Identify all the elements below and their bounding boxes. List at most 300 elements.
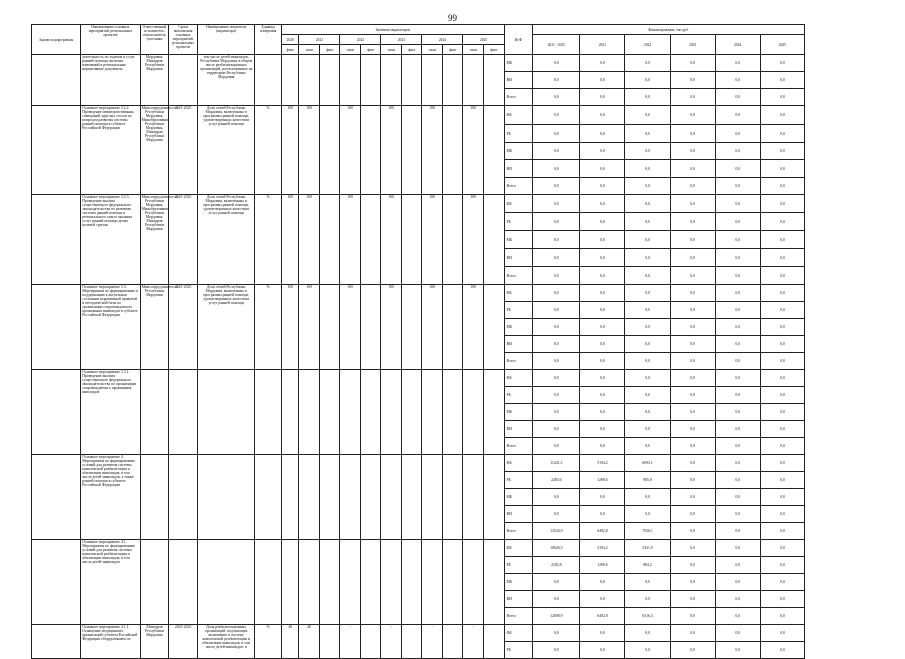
financing-value-cell: 1298,6 (580, 557, 625, 574)
table-header (32, 25, 805, 55)
year-2022: 2022 (340, 35, 381, 45)
financing-value-cell: 0,0 (580, 231, 625, 249)
financing-value-cell: 0,0 (625, 591, 670, 608)
indicator-value-cell (442, 370, 463, 455)
financing-value-cell: 0,0 (533, 285, 580, 302)
source-cell: МБ (504, 319, 533, 336)
measure-cell: Основное мероприятие 4. Мероприятия по формированию условий для развития системы комплексной реабилитации и абилитации инвалидов, в том числе детей-инвалидов, а также ранней помощи в субъекте Российской Федерации (81, 455, 140, 540)
table-row (32, 625, 805, 642)
financing-value-cell: 0,0 (580, 370, 625, 387)
source-cell: ВИ (504, 72, 533, 89)
financing-value-cell: 884,2 (625, 557, 670, 574)
indicator-value-cell (319, 540, 340, 625)
indicator-value-cell (340, 455, 361, 540)
financing-value-cell: 985,0 (625, 472, 670, 489)
indicator-value-cell (319, 455, 340, 540)
financing-value-cell: 0,0 (760, 89, 804, 106)
indicator-value-cell (360, 55, 381, 106)
financing-value-cell: 0,0 (533, 489, 580, 506)
financing-value-cell: 0,0 (670, 143, 715, 160)
task-cell (32, 195, 81, 285)
financing-value-cell: 0,0 (715, 353, 760, 370)
financing-value-cell: 0,0 (580, 285, 625, 302)
financing-value-cell: 0,0 (670, 178, 715, 195)
indicator-value-cell: 40 (282, 625, 299, 659)
financing-value-cell: 0,0 (760, 249, 804, 267)
financing-value-cell: 0,0 (760, 642, 804, 659)
source-cell: ФБ (504, 195, 533, 213)
responsible-cell (140, 455, 169, 540)
financing-value-cell: 0,0 (760, 302, 804, 319)
financing-value-cell: 0,0 (580, 213, 625, 231)
task-cell (32, 540, 81, 625)
financing-value-cell: 0,0 (670, 353, 715, 370)
financing-value-cell: 0,0 (670, 249, 715, 267)
fact-2024: факт (442, 45, 463, 55)
indicator-value-cell (442, 106, 463, 195)
table-row (32, 540, 805, 557)
financing-value-cell: 0,0 (670, 267, 715, 285)
financing-value-cell: 0,0 (760, 370, 804, 387)
financing-value-cell: 0,0 (625, 370, 670, 387)
financing-value-cell: 0,0 (533, 387, 580, 404)
financing-value-cell: 6316,3 (625, 608, 670, 625)
fin-col-2022: 2022 (625, 35, 670, 55)
financing-value-cell: 0,0 (670, 89, 715, 106)
financing-value-cell: 0,0 (715, 302, 760, 319)
financing-value-cell: 0,0 (625, 506, 670, 523)
financing-value-cell: 0,0 (715, 143, 760, 160)
financing-value-cell: 0,0 (760, 160, 804, 178)
deadline-cell: 2021-2025 (169, 625, 198, 659)
task-cell (32, 625, 81, 659)
indicator-value-cell (401, 370, 422, 455)
indicator-value-cell (422, 55, 443, 106)
indicator-value-cell (442, 625, 463, 659)
financing-value-cell: 0,0 (580, 336, 625, 353)
indicator-value-cell (360, 625, 381, 659)
financing-value-cell: 0,0 (580, 267, 625, 285)
financing-value-cell: 0,0 (533, 336, 580, 353)
financing-value-cell: 0,0 (670, 213, 715, 231)
indicator-value-cell (360, 540, 381, 625)
indicator-value-cell (282, 455, 299, 540)
indicator-value-cell: 100 (282, 285, 299, 370)
financing-value-cell: 0,0 (533, 89, 580, 106)
indicator-value-cell: 100 (282, 106, 299, 195)
source-cell: РБ (504, 125, 533, 143)
financing-value-cell: 0,0 (625, 421, 670, 438)
financing-value-cell: 0,0 (533, 160, 580, 178)
indicator-value-cell: 100 (282, 195, 299, 285)
financing-value-cell: 0,0 (533, 642, 580, 659)
financing-value-cell: 0,0 (715, 489, 760, 506)
financing-value-cell: 5194,2 (580, 455, 625, 472)
unit-cell: % (255, 285, 282, 370)
indicator-value-cell (401, 106, 422, 195)
source-cell: Всего (504, 353, 533, 370)
financing-value-cell: 0,0 (625, 625, 670, 642)
financing-value-cell: 0,0 (625, 574, 670, 591)
indicator-value-cell (340, 540, 361, 625)
source-cell: РБ (504, 387, 533, 404)
source-cell: РБ (504, 472, 533, 489)
indicator-value-cell (299, 55, 320, 106)
financing-value-cell: 6093,1 (625, 455, 670, 472)
financing-value-cell: 11241,3 (533, 455, 580, 472)
source-cell: Всего (504, 608, 533, 625)
financing-value-cell: 0,0 (580, 642, 625, 659)
financing-value-cell: 0,0 (580, 353, 625, 370)
financing-value-cell: 0,0 (715, 213, 760, 231)
financing-value-cell: 0,0 (670, 591, 715, 608)
financing-value-cell: 0,0 (760, 143, 804, 160)
subprogram-table (31, 24, 805, 659)
source-cell: МБ (504, 55, 533, 72)
financing-value-cell: 0,0 (670, 55, 715, 72)
financing-value-cell: 0,0 (715, 249, 760, 267)
source-cell: ВИ (504, 591, 533, 608)
financing-value-cell: 0,0 (580, 489, 625, 506)
financing-value-cell: 0,0 (625, 336, 670, 353)
indicator-value-cell (319, 370, 340, 455)
financing-value-cell: 2283,6 (533, 472, 580, 489)
responsible-cell: Минсоцтрудзанятости Республики Мордовия (140, 285, 169, 370)
unit-cell: % (255, 106, 282, 195)
indicator-value-cell (463, 540, 484, 625)
financing-value-cell: 0,0 (670, 506, 715, 523)
financing-value-cell: 0,0 (625, 489, 670, 506)
source-cell: Всего (504, 438, 533, 455)
financing-value-cell: 0,0 (625, 302, 670, 319)
financing-value-cell: 0,0 (580, 591, 625, 608)
table-row (32, 106, 805, 125)
indicator-value-cell: - (381, 625, 402, 659)
indicator-value-cell: 100 (463, 195, 484, 285)
financing-value-cell: 0,0 (670, 472, 715, 489)
table-row (32, 195, 805, 213)
financing-value-cell: 0,0 (533, 625, 580, 642)
financing-value-cell: 0,0 (533, 231, 580, 249)
financing-value-cell: 0,0 (760, 72, 804, 89)
table-body (32, 55, 805, 659)
financing-value-cell: 0,0 (715, 591, 760, 608)
financing-value-cell: 0,0 (715, 625, 760, 642)
task-cell (32, 285, 81, 370)
plan-2024: план (422, 45, 443, 55)
indicator-value-cell (319, 106, 340, 195)
indicator-value-cell: 100 (463, 106, 484, 195)
indicator-value-cell (483, 55, 504, 106)
source-cell: ВИ (504, 336, 533, 353)
financing-value-cell: 0,0 (715, 540, 760, 557)
deadline-cell: 2021-2025 (169, 195, 198, 285)
source-cell: МБ (504, 143, 533, 160)
financing-value-cell: 1298,6 (580, 472, 625, 489)
indicator-value-cell (483, 106, 504, 195)
financing-value-cell: 0,0 (715, 608, 760, 625)
indicator-value-cell (483, 285, 504, 370)
financing-value-cell: 0,0 (580, 89, 625, 106)
financing-value-cell: 0,0 (625, 249, 670, 267)
financing-value-cell: 0,0 (625, 213, 670, 231)
indicator-value-cell (442, 195, 463, 285)
year-2020: 2020 (282, 35, 299, 45)
financing-value-cell: 0,0 (715, 421, 760, 438)
financing-value-cell: 5194,2 (580, 540, 625, 557)
financing-value-cell: 0,0 (760, 506, 804, 523)
financing-value-cell: 0,0 (715, 370, 760, 387)
financing-value-cell: 0,0 (625, 231, 670, 249)
indicator-value-cell: 100 (381, 195, 402, 285)
year-2023: 2023 (381, 35, 422, 45)
financing-value-cell: 0,0 (670, 370, 715, 387)
indicator-value-cell (319, 55, 340, 106)
financing-value-cell: 0,0 (580, 387, 625, 404)
source-cell: ФБ (504, 106, 533, 125)
indicator-value-cell (340, 370, 361, 455)
table-row (32, 55, 805, 72)
task-cell (32, 106, 81, 195)
financing-value-cell: 0,0 (715, 574, 760, 591)
indicator-value-cell (463, 370, 484, 455)
financing-value-cell: 0,0 (715, 336, 760, 353)
financing-value-cell: 0,0 (533, 574, 580, 591)
unit-cell (255, 55, 282, 106)
source-cell: Всего (504, 178, 533, 195)
financing-value-cell: 0,0 (760, 557, 804, 574)
financing-value-cell: 0,0 (625, 319, 670, 336)
financing-value-cell: 0,0 (625, 143, 670, 160)
financing-value-cell: 0,0 (715, 455, 760, 472)
financing-value-cell: 0,0 (715, 89, 760, 106)
source-cell: ФБ (504, 455, 533, 472)
financing-value-cell: 0,0 (625, 642, 670, 659)
financing-value-cell: 0,0 (715, 438, 760, 455)
financing-value-cell: 0,0 (715, 285, 760, 302)
indicator-value-cell (282, 540, 299, 625)
financing-value-cell: 0,0 (670, 195, 715, 213)
financing-value-cell: 0,0 (533, 249, 580, 267)
source-cell: МБ (504, 489, 533, 506)
financing-value-cell: 0,0 (625, 178, 670, 195)
financing-value-cell: 0,0 (760, 213, 804, 231)
indicator-value-cell (463, 55, 484, 106)
task-cell (32, 370, 81, 455)
financing-value-cell: 0,0 (715, 178, 760, 195)
financing-value-cell: 0,0 (625, 89, 670, 106)
financing-value-cell: 0,0 (760, 55, 804, 72)
financing-value-cell: 0,0 (715, 642, 760, 659)
fin-col-2024: 2024 (715, 35, 760, 55)
col-source: ИсФ (504, 25, 533, 55)
measure-cell: Основное мероприятие 3.2.3. Проведение анализа существующего федерального законодательства по развитию системы ранней помощи и регионального опыта оказания услуг ранней помощи детям целевой группы (81, 195, 140, 285)
financing-value-cell: 0,0 (670, 421, 715, 438)
measure-cell: Основное мероприятие 4.1.1. Оснащение медицинских организаций субъекта Российской Федерации оборудованием по (81, 625, 140, 659)
financing-value-cell: 0,0 (715, 319, 760, 336)
financing-value-cell: 0,0 (580, 625, 625, 642)
financing-value-cell: 0,0 (625, 106, 670, 125)
financing-value-cell: 0,0 (760, 285, 804, 302)
financing-value-cell: 0,0 (760, 455, 804, 472)
financing-value-cell: 0,0 (670, 160, 715, 178)
fact-2021: факт (319, 45, 340, 55)
financing-value-cell: 0,0 (580, 72, 625, 89)
financing-value-cell: 0,0 (715, 523, 760, 540)
financing-value-cell: 0,0 (760, 625, 804, 642)
indicator-value-cell (360, 195, 381, 285)
financing-value-cell: 0,0 (760, 438, 804, 455)
indicator-cell (198, 455, 255, 540)
financing-value-cell: 0,0 (625, 125, 670, 143)
indicator-value-cell (282, 55, 299, 106)
indicator-value-cell (401, 195, 422, 285)
financing-value-cell: 0,0 (580, 125, 625, 143)
responsible-cell: Минсоцтрудзанятости Республики Мордовия, Минобразование Республики Мордовия, Минздрав Республики Мордовия (140, 106, 169, 195)
financing-value-cell: 0,0 (715, 160, 760, 178)
financing-value-cell: 0,0 (760, 231, 804, 249)
financing-value-cell: 0,0 (533, 506, 580, 523)
financing-value-cell: 0,0 (580, 421, 625, 438)
financing-value-cell: 0,0 (580, 574, 625, 591)
indicator-cell: Доля семей Республики Мордовия, включенных в программы ранней помощи, удовлетворенных качеством услуг ранней помощи (198, 285, 255, 370)
financing-value-cell: 0,0 (760, 353, 804, 370)
indicator-value-cell (442, 540, 463, 625)
financing-value-cell: 0,0 (625, 438, 670, 455)
unit-cell (255, 370, 282, 455)
financing-value-cell: 0,0 (715, 195, 760, 213)
financing-value-cell: 13524,9 (533, 523, 580, 540)
col-unit: Единица измерения (255, 25, 282, 55)
deadline-cell (169, 455, 198, 540)
financing-value-cell: 0,0 (533, 353, 580, 370)
source-cell: ФБ (504, 370, 533, 387)
page-number: 99 (448, 13, 457, 23)
indicator-value-cell (340, 55, 361, 106)
indicator-value-cell (401, 540, 422, 625)
indicator-value-cell: 40 (299, 625, 320, 659)
indicator-value-cell (463, 455, 484, 540)
financing-value-cell: 0,0 (670, 642, 715, 659)
task-cell (32, 455, 81, 540)
financing-value-cell: 0,0 (670, 404, 715, 421)
financing-value-cell: 0,0 (760, 421, 804, 438)
financing-value-cell: 0,0 (715, 557, 760, 574)
financing-value-cell: 0,0 (580, 404, 625, 421)
financing-value-cell: 12808,9 (533, 608, 580, 625)
col-responsible: Ответственный исполнитель, соисполнитель, участники (140, 25, 169, 55)
fact-2023: факт (401, 45, 422, 55)
financing-value-cell: 0,0 (580, 438, 625, 455)
indicator-cell: Доля семей Республики Мордовия, включенных в программы ранней помощи, удовлетворенных качеством услуг ранней помощи (198, 195, 255, 285)
col-task: Задачи подпрограммы (32, 25, 81, 55)
financing-value-cell: 0,0 (760, 608, 804, 625)
indicator-value-cell (442, 55, 463, 106)
indicator-value-cell: 100 (299, 195, 320, 285)
indicator-value-cell (381, 55, 402, 106)
financing-value-cell: 0,0 (580, 55, 625, 72)
indicator-value-cell (401, 625, 422, 659)
financing-value-cell: 0,0 (670, 557, 715, 574)
financing-value-cell: 0,0 (580, 302, 625, 319)
deadline-cell: 2021-2025 (169, 106, 198, 195)
financing-value-cell: 0,0 (580, 160, 625, 178)
financing-value-cell: 0,0 (715, 267, 760, 285)
indicator-value-cell (483, 540, 504, 625)
financing-value-cell: 0,0 (625, 353, 670, 370)
source-cell: РБ (504, 557, 533, 574)
indicator-value-cell (360, 370, 381, 455)
financing-value-cell: 0,0 (715, 472, 760, 489)
indicator-cell (198, 540, 255, 625)
indicator-cell: Доля семей Республики Мордовия, включенных в программы ранней помощи, удовлетворенных качеством услуг ранней помощи (198, 106, 255, 195)
indicator-value-cell (401, 285, 422, 370)
indicator-cell (198, 370, 255, 455)
financing-value-cell: 0,0 (760, 591, 804, 608)
unit-cell (255, 455, 282, 540)
task-cell (32, 55, 81, 106)
source-cell: Всего (504, 89, 533, 106)
financing-value-cell: 0,0 (670, 387, 715, 404)
fact-2022: факт (360, 45, 381, 55)
indicator-value-cell (282, 370, 299, 455)
plan-2021: план (299, 45, 320, 55)
financing-value-cell: 0,0 (625, 55, 670, 72)
source-cell: РБ (504, 642, 533, 659)
financing-value-cell: 0,0 (715, 231, 760, 249)
indicator-value-cell (483, 455, 504, 540)
deadline-cell (169, 540, 198, 625)
financing-value-cell: 0,0 (670, 489, 715, 506)
financing-value-cell: 0,0 (533, 213, 580, 231)
deadline-cell (169, 370, 198, 455)
financing-value-cell: 0,0 (715, 387, 760, 404)
indicator-value-cell (381, 455, 402, 540)
indicator-value-cell (319, 285, 340, 370)
financing-value-cell: 0,0 (760, 387, 804, 404)
table-row (32, 285, 805, 302)
financing-value-cell: 0,0 (670, 608, 715, 625)
financing-value-cell: 0,0 (533, 370, 580, 387)
deadline-cell: 2021-2025 (169, 285, 198, 370)
indicator-value-cell: 100 (340, 285, 361, 370)
financing-value-cell: 0,0 (533, 302, 580, 319)
indicator-value-cell (299, 370, 320, 455)
financing-value-cell: 0,0 (580, 106, 625, 125)
financing-value-cell: 0,0 (760, 125, 804, 143)
financing-value-cell: 0,0 (760, 336, 804, 353)
indicator-value-cell (442, 455, 463, 540)
measure-cell: Основное мероприятие 3.2.2. Проведение межведомственных совещаний, круглых столов по вопросам развития системы ранней помощи в субъекте Российской Федерации (81, 106, 140, 195)
indicator-value-cell: - (422, 625, 443, 659)
financing-value-cell: 0,0 (760, 540, 804, 557)
financing-value-cell: 0,0 (625, 160, 670, 178)
measure-cell: Основное мероприятие 3.3.1. Проведение анализа существующего федерального законодательства по организации сопровождаемого проживания инвалидов (81, 370, 140, 455)
financing-value-cell: 0,0 (670, 455, 715, 472)
financing-value-cell: 6492,8 (580, 523, 625, 540)
indicator-value-cell: 100 (340, 195, 361, 285)
indicator-value-cell: - (463, 625, 484, 659)
financing-value-cell: 0,0 (580, 178, 625, 195)
financing-value-cell: 0,0 (715, 55, 760, 72)
financing-value-cell: 0,0 (670, 540, 715, 557)
year-2021: 2021 (299, 35, 340, 45)
financing-value-cell: 0,0 (760, 267, 804, 285)
fin-col-2021: 2021 (580, 35, 625, 55)
financing-value-cell: 0,0 (670, 231, 715, 249)
indicator-value-cell (360, 106, 381, 195)
measure-cell: деятельность по задачам и услуг ранней помощи, включая изменений в региональные нормативные документы (81, 55, 140, 106)
